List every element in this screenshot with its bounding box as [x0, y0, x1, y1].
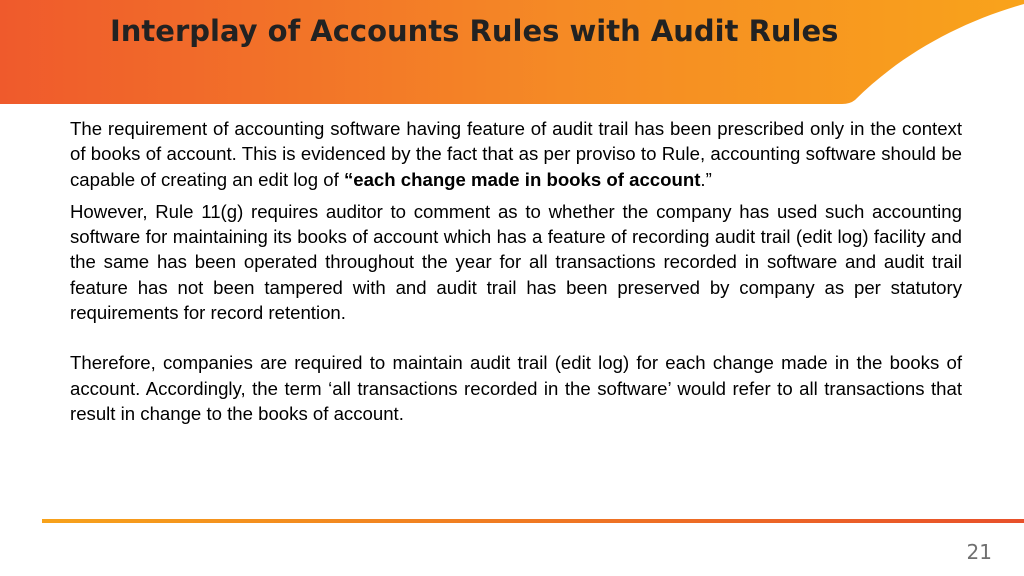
paragraph-1 [70, 116, 962, 192]
paragraph-3: Therefore, companies are required to maintain audit trail (edit log) for each change made in the books of account. Accordingly, the term ‘all transactions recorded in the software’ would refer to all transactions that result in change to the books of account. [70, 352, 962, 424]
page-number: 21 [966, 540, 992, 564]
footer-divider [42, 511, 1024, 516]
slide-body [70, 116, 962, 426]
slide-title: Interplay of Accounts Rules with Audit Rules [110, 14, 839, 48]
paragraph-1-text: The requirement of accounting software having feature of audit trail has been prescribed only in the context of books of account. This is evidenced by the fact that as per proviso to Rule, accounting software should be capable of creating an edit log of [70, 118, 962, 190]
paragraph-1-end: .” [700, 168, 712, 190]
paragraph-1-emphasis: “each change made in books of account [343, 168, 701, 190]
paragraph-2: However, Rule 11(g) requires auditor to comment as to whether the company has used such accounting software for maintaining its books of account which has a feature of recording audit trail (edit log) facility and the same has been operated throughout the year for all transactions recorded in software and audit trail feature has not been tampered with and audit trail has been preserved by company as per statutory requirements for record retention. [70, 200, 962, 324]
